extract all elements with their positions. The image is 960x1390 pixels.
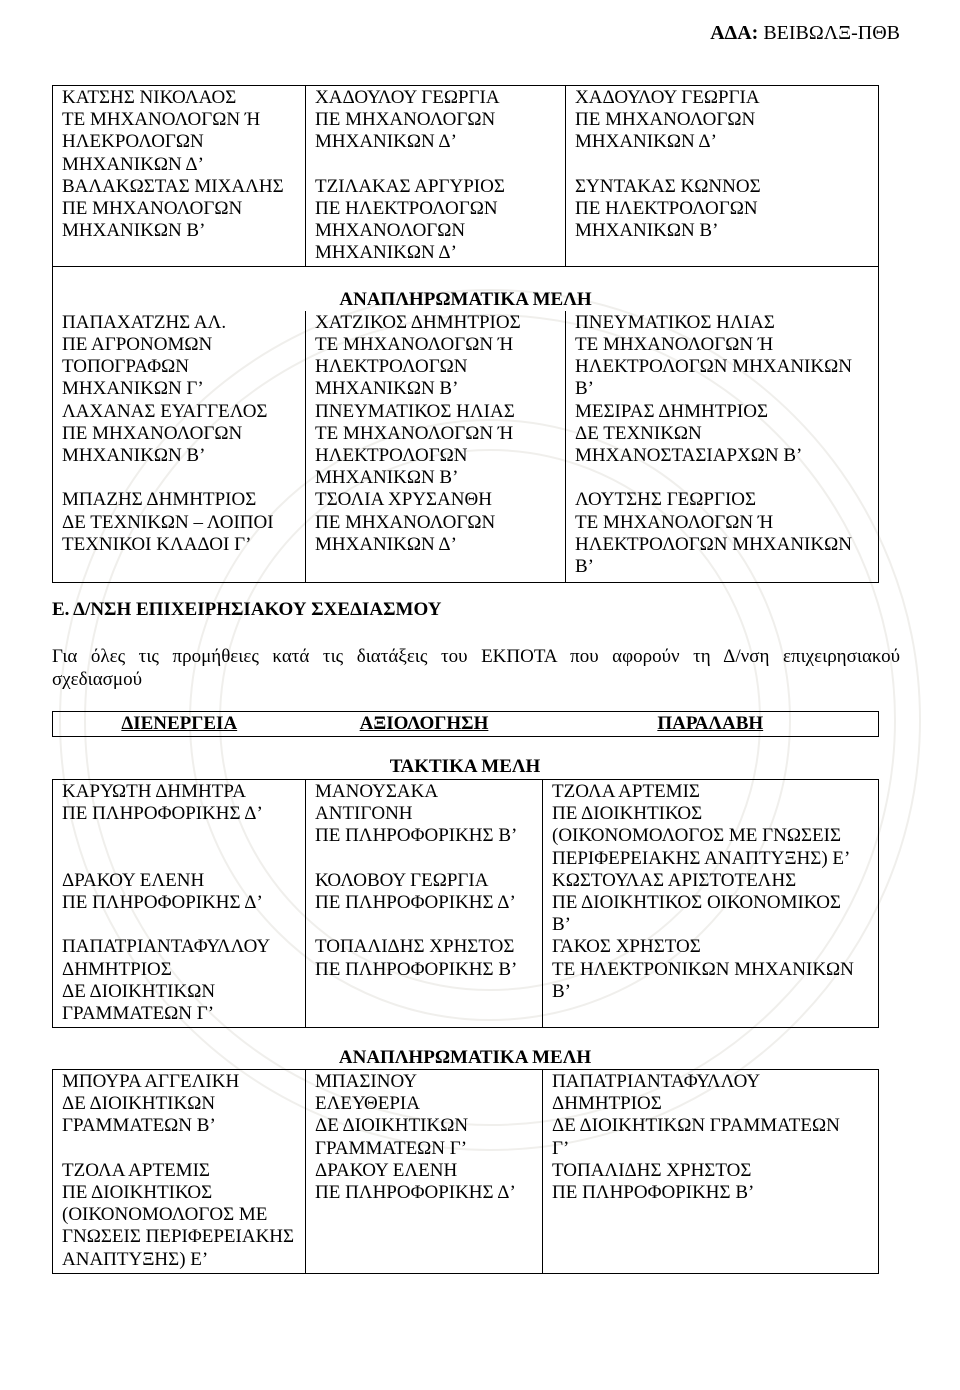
alternates-title: ΑΝΑΠΛΗΡΩΜΑΤΙΚΑ ΜΕΛΗ bbox=[53, 266, 879, 311]
member-line: ΤΕ ΜΗΧΑΝΟΛΟΓΩΝ Ή bbox=[575, 334, 774, 356]
member-line: ΤΕ ΜΗΧΑΝΟΛΟΓΩΝ Ή bbox=[62, 109, 261, 131]
member-line: ΤΕ ΜΗΧΑΝΟΛΟΓΩΝ Ή bbox=[315, 422, 514, 444]
member-line: ΕΛΕΥΘΕΡΙΑ bbox=[315, 1093, 420, 1115]
member-line bbox=[62, 1138, 302, 1160]
member-line: ΜΗΧΑΝΙΚΩΝ Δ’ bbox=[62, 153, 204, 175]
member-line: ΠΕ ΜΗΧΑΝΟΛΟΓΩΝ bbox=[62, 422, 243, 444]
member-line: ΠΕ ΜΗΧΑΝΟΛΟΓΩΝ bbox=[575, 109, 756, 131]
receipt-cell bbox=[543, 780, 879, 1028]
member-line: ΜΗΧΑΝΙΚΩΝ Β’ bbox=[315, 467, 459, 489]
evaluation-cell bbox=[306, 86, 566, 267]
member-line: ΜΗΧΑΝΙΚΩΝ Δ’ bbox=[315, 533, 457, 555]
receipt-cell bbox=[543, 1070, 879, 1274]
member-line bbox=[62, 848, 302, 870]
member-line: ΔΕ ΔΙΟΙΚΗΤΙΚΩΝ bbox=[62, 1093, 216, 1115]
member-line: ΤΟΠΑΛΙΔΗΣ ΧΡΗΣΤΟΣ bbox=[315, 936, 515, 958]
member-line: ΗΛΕΚΤΡΟΛΟΓΩΝ bbox=[315, 445, 468, 467]
member-line: ΔΗΜΗΤΡΙΟΣ bbox=[62, 958, 172, 980]
member-line: ΜΗΧΑΝΙΚΩΝ Δ’ bbox=[315, 131, 457, 153]
member-line: ΜΗΧΑΝΙΚΩΝ Δ’ bbox=[575, 131, 717, 153]
description-line: Για όλες τις προμήθειες κατά τις διατάξεις του ΕΚΠΟΤΑ που αφορούν τη Δ/νση επιχειρησιακού bbox=[52, 646, 900, 667]
member-line: ΤΖΟΛΑ ΑΡΤΕΜΙΣ bbox=[62, 1159, 210, 1181]
member-line: ΜΗΧΑΝΟΛΟΓΩΝ bbox=[315, 220, 466, 242]
member-line: ΒΑΛΑΚΩΣΤΑΣ ΜΙΧΑΛΗΣ bbox=[62, 175, 284, 197]
member-line: ΔΗΜΗΤΡΙΟΣ bbox=[552, 1093, 662, 1115]
member-line: ΚΟΛΟΒΟΥ ΓΕΩΡΓΙΑ bbox=[315, 869, 489, 891]
member-line: ΜΑΝΟΥΣΑΚΑ bbox=[315, 781, 439, 802]
section-title: Ε. Δ/ΝΣΗ ΕΠΙΧΕΙΡΗΣΙΑΚΟΥ ΣΧΕΔΙΑΣΜΟΥ bbox=[52, 599, 442, 620]
regular-members-row bbox=[53, 780, 879, 1028]
member-line: ΤΕ ΗΛΕΚΤΡΟΝΙΚΩΝ ΜΗΧΑΝΙΚΩΝ bbox=[552, 958, 854, 980]
member-line: ΑΝΤΙΓΟΝΗ bbox=[315, 803, 413, 825]
member-line: ΠΕ ΑΓΡΟΝΟΜΩΝ bbox=[62, 334, 213, 356]
member-line: ΤΖΟΛΑ ΑΡΤΕΜΙΣ bbox=[552, 781, 700, 802]
member-line: ΜΗΧΑΝΟΣΤΑΣΙΑΡΧΩΝ Β’ bbox=[575, 445, 803, 467]
member-line: ΠΑΠΑΤΡΙΑΝΤΑΦΥΛΛΟΥ bbox=[62, 936, 271, 958]
member-line: ΠΕ ΠΛΗΡΟΦΟΡΙΚΗΣ Β’ bbox=[315, 958, 518, 980]
member-line: ΠΕ ΜΗΧΑΝΟΛΟΓΩΝ bbox=[315, 109, 496, 131]
member-line: ΜΗΧΑΝΙΚΩΝ Δ’ bbox=[315, 242, 457, 264]
member-line: ΠΕ ΗΛΕΚΤΡΟΛΟΓΩΝ bbox=[315, 197, 498, 219]
regular-members-table bbox=[52, 779, 879, 1028]
member-line: (ΟΙΚΟΝΟΜΟΛΟΓΟΣ ΜΕ bbox=[62, 1204, 268, 1226]
member-line: ΓΑΚΟΣ ΧΡΗΣΤΟΣ bbox=[552, 936, 701, 958]
member-line bbox=[315, 914, 539, 936]
member-line: ΜΕΣΙΡΑΣ ΔΗΜΗΤΡΙΟΣ bbox=[575, 400, 769, 422]
member-line: ΗΛΕΚΤΡΟΛΟΓΩΝ ΜΗΧΑΝΙΚΩΝ bbox=[575, 356, 852, 378]
member-line: ΜΗΧΑΝΙΚΩΝ Β’ bbox=[315, 378, 459, 400]
alternates-header-row bbox=[53, 266, 879, 311]
member-line: ΠΝΕΥΜΑΤΙΚΟΣ ΗΛΙΑΣ bbox=[575, 311, 775, 333]
member-line: ΜΗΧΑΝΙΚΩΝ Β’ bbox=[575, 220, 719, 242]
alternate-members-table bbox=[52, 1069, 879, 1274]
member-line: ΜΗΧΑΝΙΚΩΝ Β’ bbox=[62, 220, 206, 242]
member-line: ΗΛΕΚΤΡΟΛΟΓΩΝ bbox=[315, 356, 468, 378]
member-line: ΠΕ ΠΛΗΡΟΦΟΡΙΚΗΣ Δ’ bbox=[62, 803, 263, 825]
member-line: ΚΩΣΤΟΥΛΑΣ ΑΡΙΣΤΟΤΕΛΗΣ bbox=[552, 869, 797, 891]
member-line: Β’ bbox=[575, 555, 594, 577]
member-line: ΔΕ ΤΕΧΝΙΚΩΝ – ΛΟΙΠΟΙ bbox=[62, 511, 274, 533]
alternate-members-row bbox=[53, 311, 879, 583]
member-line: ΠΕ ΠΛΗΡΟΦΟΡΙΚΗΣ Δ’ bbox=[315, 891, 516, 913]
member-line: ΗΛΕΚΤΡΟΛΟΓΩΝ ΜΗΧΑΝΙΚΩΝ bbox=[575, 533, 852, 555]
conduct-cell bbox=[53, 86, 306, 267]
member-line: ΛΑΧΑΝΑΣ ΕΥΑΓΓΕΛΟΣ bbox=[62, 400, 268, 422]
member-line: ΔΡΑΚΟΥ ΕΛΕΝΗ bbox=[315, 1159, 458, 1181]
member-line: ΜΠΟΥΡΑ ΑΓΓΕΛΙΚΗ bbox=[62, 1071, 240, 1092]
member-line: ΔΕ ΔΙΟΙΚΗΤΙΚΩΝ ΓΡΑΜΜΑΤΕΩΝ bbox=[552, 1115, 840, 1137]
member-line: ΔΡΑΚΟΥ ΕΛΕΝΗ bbox=[62, 869, 205, 891]
member-line: ΧΑΔΟΥΛΟΥ ΓΕΩΡΓΙΑ bbox=[315, 87, 500, 108]
previous-committee-table bbox=[52, 85, 879, 583]
member-line: ΤΕ ΜΗΧΑΝΟΛΟΓΩΝ Ή bbox=[315, 334, 514, 356]
member-line: ΜΠΑΖΗΣ ΔΗΜΗΤΡΙΟΣ bbox=[62, 489, 257, 511]
member-line: (ΟΙΚΟΝΟΜΟΛΟΓΟΣ ΜΕ ΓΝΩΣΕΙΣ bbox=[552, 825, 842, 847]
member-line: ΤΕ ΜΗΧΑΝΟΛΟΓΩΝ Ή bbox=[575, 511, 774, 533]
member-line: ΠΑΠΑΧΑΤΖΗΣ ΑΛ. bbox=[62, 311, 227, 333]
conduct-cell bbox=[53, 1070, 306, 1274]
committee-columns-header bbox=[52, 711, 879, 737]
member-line: ΜΠΑΣΙΝΟΥ bbox=[315, 1071, 417, 1092]
member-line: ΣΥΝΤΑΚΑΣ ΚΩΝΝΟΣ bbox=[575, 175, 761, 197]
member-line bbox=[575, 154, 875, 176]
conduct-cell bbox=[53, 780, 306, 1028]
evaluation-cell bbox=[306, 780, 543, 1028]
member-line: ΔΕ ΤΕΧΝΙΚΩΝ bbox=[575, 422, 702, 444]
member-line: ΠΕΡΙΦΕΡΕΙΑΚΗΣ ΑΝΑΠΤΥΞΗΣ) Ε’ bbox=[552, 847, 851, 869]
member-line: ΠΑΠΑΤΡΙΑΝΤΑΦΥΛΛΟΥ bbox=[552, 1071, 761, 1092]
member-line: ΓΡΑΜΜΑΤΕΩΝ Β’ bbox=[62, 1115, 216, 1137]
evaluation-cell bbox=[306, 311, 566, 583]
member-line: ΧΑΔΟΥΛΟΥ ΓΕΩΡΓΙΑ bbox=[575, 87, 760, 108]
member-line bbox=[315, 154, 562, 176]
member-line: Β’ bbox=[575, 378, 594, 400]
member-line: ΤΟΠΑΛΙΔΗΣ ΧΡΗΣΤΟΣ bbox=[552, 1159, 752, 1181]
member-line bbox=[575, 467, 875, 489]
ada-label: ΑΔΑ: bbox=[710, 22, 759, 44]
ada-code: ΒΕΙΒΩΛΞ-ΠΘΒ bbox=[763, 22, 900, 44]
member-line: ΓΡΑΜΜΑΤΕΩΝ Γ’ bbox=[62, 1002, 215, 1024]
member-line: ΜΗΧΑΝΙΚΩΝ Β’ bbox=[62, 445, 206, 467]
member-line: ΠΕ ΠΛΗΡΟΦΟΡΙΚΗΣ Δ’ bbox=[62, 891, 263, 913]
member-line: ΤΕΧΝΙΚΟΙ ΚΛΑΔΟΙ Γ’ bbox=[62, 533, 252, 555]
member-line: ΧΑΤΖΙΚΟΣ ΔΗΜΗΤΡΙΟΣ bbox=[315, 311, 521, 333]
member-line: ΗΛΕΚΡΟΛΟΓΩΝ bbox=[62, 131, 204, 153]
member-line: ΠΕ ΠΛΗΡΟΦΟΡΙΚΗΣ Β’ bbox=[552, 1181, 755, 1203]
member-line: ΠΕ ΜΗΧΑΝΟΛΟΓΩΝ bbox=[315, 511, 496, 533]
regular-members-row bbox=[53, 86, 879, 267]
member-line: ΠΕ ΜΗΧΑΝΟΛΟΓΩΝ bbox=[62, 197, 243, 219]
column-header-receipt: ΠΑΡΑΛΑΒΗ bbox=[657, 713, 764, 734]
member-line: ΔΕ ΔΙΟΙΚΗΤΙΚΩΝ bbox=[315, 1115, 469, 1137]
member-line: ΠΕ ΠΛΗΡΟΦΟΡΙΚΗΣ Δ’ bbox=[315, 1181, 516, 1203]
member-line bbox=[62, 467, 302, 489]
member-line: ΠΕ ΗΛΕΚΤΡΟΛΟΓΩΝ bbox=[575, 197, 758, 219]
member-line: ΓΡΑΜΜΑΤΕΩΝ Γ’ bbox=[315, 1137, 468, 1159]
member-line: ΓΝΩΣΕΙΣ ΠΕΡΙΦΕΡΕΙΑΚΗΣ bbox=[62, 1226, 295, 1248]
member-line: Β’ bbox=[552, 980, 571, 1002]
ada-header bbox=[710, 21, 900, 45]
column-header-conduct: ΔΙΕΝΕΡΓΕΙΑ bbox=[121, 713, 238, 734]
member-line: ΤΣΟΛΙΑ ΧΡΥΣΑΝΘΗ bbox=[315, 489, 492, 511]
member-line: Γ’ bbox=[552, 1137, 570, 1159]
description-line: σχεδιασμού bbox=[52, 669, 143, 690]
member-line: ΚΑΤΣΗΣ ΝΙΚΟΛΑΟΣ bbox=[62, 87, 237, 108]
member-line: ΠΝΕΥΜΑΤΙΚΟΣ ΗΛΙΑΣ bbox=[315, 400, 515, 422]
receipt-cell bbox=[566, 86, 879, 267]
member-line bbox=[62, 914, 302, 936]
member-line: ΠΕ ΔΙΟΙΚΗΤΙΚΟΣ bbox=[552, 803, 703, 825]
member-line: ΜΗΧΑΝΙΚΩΝ Γ’ bbox=[62, 378, 204, 400]
member-line: ΔΕ ΔΙΟΙΚΗΤΙΚΩΝ bbox=[62, 980, 216, 1002]
regular-members-title: ΤΑΚΤΙΚΑ ΜΕΛΗ bbox=[389, 756, 541, 777]
member-line: ΑΝΑΠΤΥΞΗΣ) Ε’ bbox=[62, 1248, 209, 1270]
evaluation-cell bbox=[306, 1070, 543, 1274]
member-line: ΤΟΠΟΓΡΑΦΩΝ bbox=[62, 356, 189, 378]
member-line: ΠΕ ΔΙΟΙΚΗΤΙΚΟΣ ΟΙΚΟΝΟΜΙΚΟΣ bbox=[552, 891, 841, 913]
alternate-members-row bbox=[53, 1070, 879, 1274]
column-header-evaluation: ΑΞΙΟΛΟΓΗΣΗ bbox=[359, 713, 489, 734]
section-description bbox=[52, 645, 900, 691]
alternate-members-title: ΑΝΑΠΛΗΡΩΜΑΤΙΚΑ ΜΕΛΗ bbox=[338, 1047, 592, 1068]
member-line: ΛΟΥΤΣΗΣ ΓΕΩΡΓΙΟΣ bbox=[575, 489, 757, 511]
member-line: ΤΖΙΛΑΚΑΣ ΑΡΓΥΡΙΟΣ bbox=[315, 175, 505, 197]
member-line: Β’ bbox=[552, 914, 571, 936]
receipt-cell bbox=[566, 311, 879, 583]
member-line: ΚΑΡΥΩΤΗ ΔΗΜΗΤΡΑ bbox=[62, 781, 246, 802]
member-line bbox=[315, 848, 539, 870]
member-line: ΠΕ ΔΙΟΙΚΗΤΙΚΟΣ bbox=[62, 1181, 213, 1203]
member-line: ΠΕ ΠΛΗΡΟΦΟΡΙΚΗΣ Β’ bbox=[315, 825, 518, 847]
member-line bbox=[62, 825, 302, 847]
conduct-cell bbox=[53, 311, 306, 583]
